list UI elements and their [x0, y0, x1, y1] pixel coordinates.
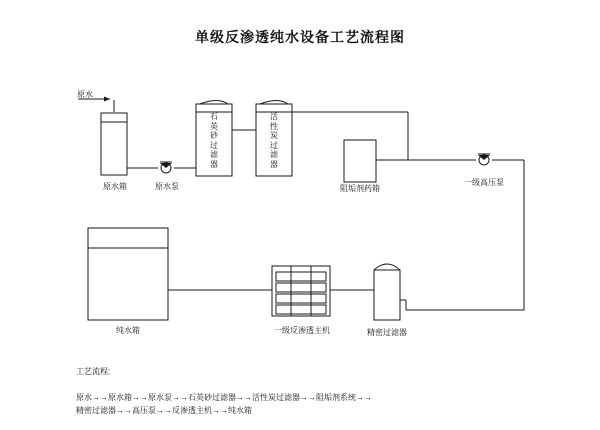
precision-filter-label: 精密过滤器: [367, 328, 407, 337]
quartz-sand-filter-label: 石英砂过滤器: [210, 112, 218, 169]
raw-water-tank-label: 原水箱: [103, 182, 127, 191]
scale-inhibitor-tank-label: 阻垢剂药箱: [340, 184, 380, 193]
process-legend: [76, 352, 376, 430]
ro-main-machine-label: 一级反渗透主机: [274, 326, 330, 335]
first-stage-high-pressure-pump-label: 一级高压泵: [464, 178, 504, 187]
raw-water-pump-label: 原水泵: [155, 182, 179, 191]
legend-flow-text: 原水→→原水箱→→原水泵→→石英砂过滤器→→活性炭过滤器→→阻垢剂系统→→精密过滤器→→高压泵→→反渗透主机→→纯水箱: [76, 393, 372, 415]
page-title: 单级反渗透纯水设备工艺流程图: [195, 29, 405, 45]
pure-water-tank-label: 纯水箱: [116, 326, 140, 335]
activated-carbon-filter-label: 活性炭过滤器: [270, 112, 278, 169]
legend-title: 工艺流程:: [76, 367, 111, 376]
inlet-label: 原水: [77, 90, 93, 99]
